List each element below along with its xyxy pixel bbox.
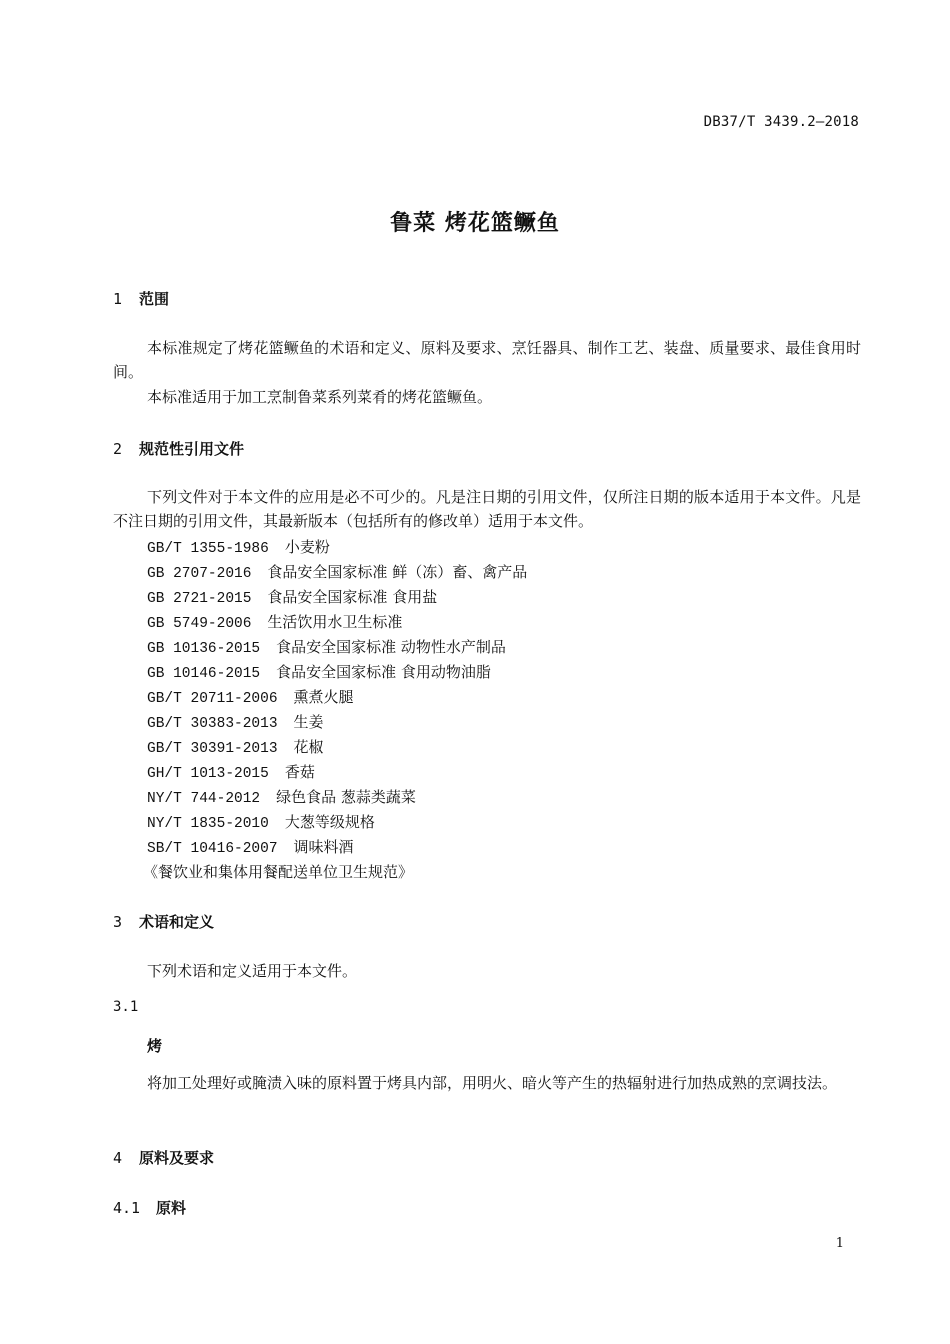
reference-code: GH/T 1013-2015 [147, 766, 269, 782]
reference-code: GB/T 20711-2006 [147, 691, 278, 707]
section-title: 原料及要求 [139, 1149, 215, 1167]
subsection-heading-raw-materials [113, 1197, 186, 1218]
document-code: DB37/T 3439.2—2018 [703, 114, 859, 130]
reference-code: GB 10136-2015 [147, 641, 261, 657]
reference-item [147, 561, 527, 582]
page-number: 1 [835, 1236, 844, 1251]
reference-code: NY/T 744-2012 [147, 791, 261, 807]
subsection-title: 原料 [156, 1199, 187, 1217]
reference-name: 生活饮用水卫生标准 [267, 613, 403, 631]
term-definition: 将加工处理好或腌渍入味的原料置于烤具内部，用明火、暗火等产生的热辐射进行加热成熟的烹调技法。 [147, 1074, 838, 1092]
section-heading-normative-references [113, 438, 244, 459]
reference-name: 小麦粉 [284, 538, 330, 556]
reference-item [147, 786, 416, 807]
reference-code: GB/T 30391-2013 [147, 741, 278, 757]
section-title: 术语和定义 [139, 913, 215, 931]
section-number: 3 [113, 913, 123, 931]
reference-item [147, 836, 354, 857]
term-label: 烤 [147, 1037, 163, 1055]
section-heading-scope [113, 288, 169, 309]
reference-name: 食品安全国家标准 食用盐 [267, 588, 438, 606]
reference-name: 生姜 [293, 713, 324, 731]
subsection-number: 4.1 [113, 1199, 141, 1217]
references-intro-paragraph: 下列文件对于本文件的应用是必不可少的。凡是注日期的引用文件，仅所注日期的版本适用于本文件。凡是不注日期的引用文件，其最新版本（包括所有的修改单）适用于本文件。 [113, 488, 861, 530]
reference-name: 绿色食品 葱蒜类蔬菜 [276, 788, 416, 806]
reference-item [147, 711, 324, 732]
reference-code: SB/T 10416-2007 [147, 841, 278, 857]
section-number: 4 [113, 1149, 123, 1167]
reference-item [147, 686, 354, 707]
section-title: 范围 [139, 290, 170, 308]
scope-paragraph-2: 本标准适用于加工烹制鲁菜系列菜肴的烤花篮鳜鱼。 [147, 388, 493, 406]
scope-paragraph-1: 本标准规定了烤花篮鳜鱼的术语和定义、原料及要求、烹饪器具、制作工艺、装盘、质量要求、最佳食用时间。 [113, 339, 861, 381]
section-number: 1 [113, 290, 123, 308]
terms-intro-paragraph: 下列术语和定义适用于本文件。 [147, 962, 358, 980]
reference-item [147, 736, 324, 757]
reference-item [147, 636, 506, 657]
reference-name: 花椒 [293, 738, 324, 756]
reference-code: GB/T 1355-1986 [147, 541, 269, 557]
reference-name: 食品安全国家标准 鲜（冻）畜、禽产品 [267, 563, 528, 581]
reference-item-regulation: 《餐饮业和集体用餐配送单位卫生规范》 [143, 863, 414, 881]
reference-name: 食品安全国家标准 动物性水产制品 [276, 638, 506, 656]
reference-code: GB/T 30383-2013 [147, 716, 278, 732]
reference-code: GB 2721-2015 [147, 591, 252, 607]
reference-item [147, 611, 402, 632]
reference-item [147, 661, 491, 682]
section-heading-terms-definitions [113, 911, 214, 932]
reference-name: 香菇 [284, 763, 315, 781]
reference-name: 熏煮火腿 [293, 688, 354, 706]
reference-code: GB 2707-2016 [147, 566, 252, 582]
reference-code: GB 5749-2006 [147, 616, 252, 632]
section-title: 规范性引用文件 [139, 440, 245, 458]
term-number: 3.1 [113, 999, 139, 1015]
reference-code: GB 10146-2015 [147, 666, 261, 682]
reference-item [147, 536, 330, 557]
reference-item [147, 761, 315, 782]
section-heading-raw-materials [113, 1147, 214, 1168]
document-title: 鲁菜 烤花篮鳜鱼 [390, 211, 560, 236]
reference-name: 大葱等级规格 [284, 813, 375, 831]
reference-name: 调味料酒 [293, 838, 354, 856]
reference-item [147, 586, 437, 607]
reference-code: NY/T 1835-2010 [147, 816, 269, 832]
section-number: 2 [113, 440, 123, 458]
reference-name: 食品安全国家标准 食用动物油脂 [276, 663, 491, 681]
reference-item [147, 811, 375, 832]
